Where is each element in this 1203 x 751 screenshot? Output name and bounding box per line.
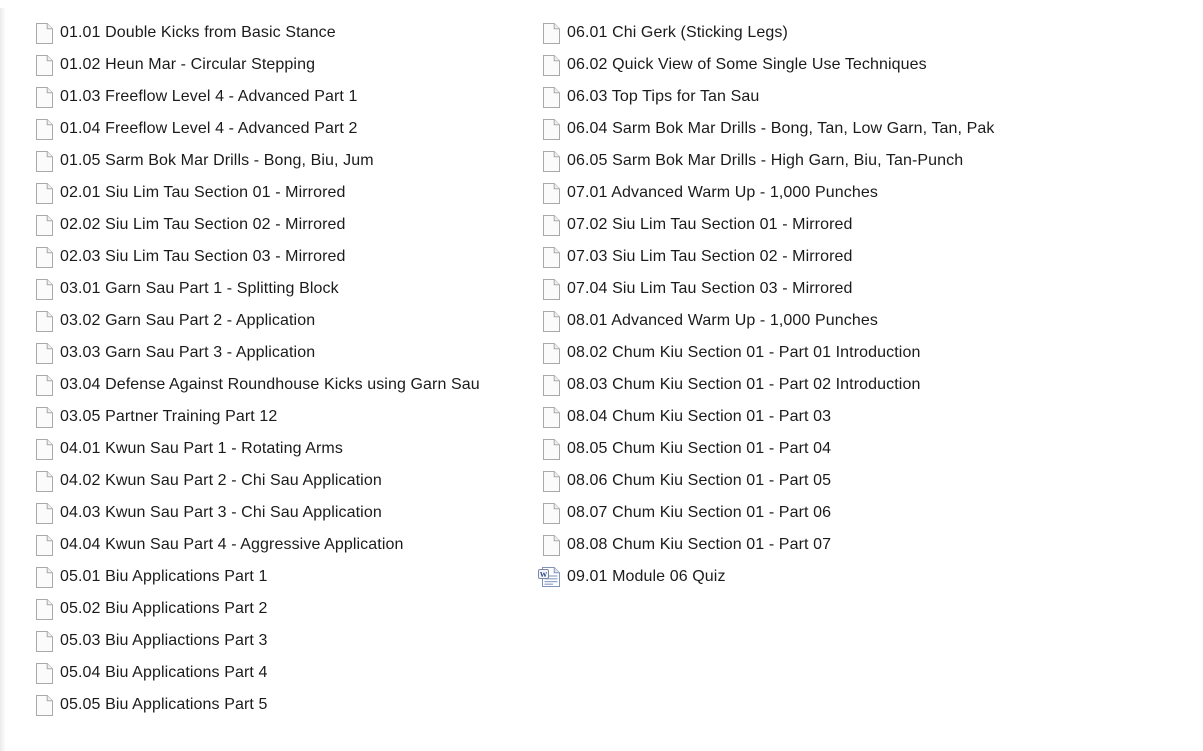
blank-file-icon — [36, 439, 53, 460]
file-item-label: 04.04 Kwun Sau Part 4 - Aggressive Application — [60, 536, 404, 553]
file-item[interactable] — [36, 305, 480, 337]
blank-file-icon — [36, 23, 53, 44]
file-item[interactable] — [36, 241, 480, 273]
file-item[interactable] — [543, 401, 995, 433]
file-item-label: 09.01 Module 06 Quiz — [567, 568, 726, 585]
file-item-label: 08.01 Advanced Warm Up - 1,000 Punches — [567, 312, 878, 329]
word-doc-icon — [538, 567, 560, 587]
blank-file-icon — [543, 439, 560, 460]
blank-file-icon — [543, 375, 560, 396]
file-item-label: 08.03 Chum Kiu Section 01 - Part 02 Introduction — [567, 376, 921, 393]
file-item[interactable] — [543, 497, 995, 529]
file-item-label: 05.05 Biu Applications Part 5 — [60, 696, 268, 713]
file-item-label: 06.03 Top Tips for Tan Sau — [567, 88, 760, 105]
file-item[interactable] — [543, 305, 995, 337]
blank-file-icon — [36, 247, 53, 268]
blank-file-icon — [36, 279, 53, 300]
file-item[interactable] — [36, 209, 480, 241]
blank-file-icon — [543, 23, 560, 44]
blank-file-icon — [543, 279, 560, 300]
blank-file-icon — [543, 151, 560, 172]
file-item-label: 01.04 Freeflow Level 4 - Advanced Part 2 — [60, 120, 358, 137]
file-item[interactable] — [543, 433, 995, 465]
blank-file-icon — [36, 599, 53, 620]
file-item-label: 08.04 Chum Kiu Section 01 - Part 03 — [567, 408, 832, 425]
blank-file-icon — [543, 215, 560, 236]
blank-file-icon — [36, 631, 53, 652]
file-item-label: 01.01 Double Kicks from Basic Stance — [60, 24, 336, 41]
file-item[interactable] — [543, 209, 995, 241]
blank-file-icon — [543, 55, 560, 76]
file-item-label: 08.08 Chum Kiu Section 01 - Part 07 — [567, 536, 832, 553]
file-item[interactable] — [36, 465, 480, 497]
file-item-label: 01.02 Heun Mar - Circular Stepping — [60, 56, 316, 73]
file-item[interactable] — [36, 561, 480, 593]
file-item-label: 04.01 Kwun Sau Part 1 - Rotating Arms — [60, 440, 343, 457]
blank-file-icon — [36, 663, 53, 684]
file-item[interactable] — [543, 529, 995, 561]
file-list-column-2 — [539, 17, 995, 593]
file-item-label: 07.02 Siu Lim Tau Section 01 - Mirrored — [567, 216, 853, 233]
blank-file-icon — [36, 695, 53, 716]
blank-file-icon — [36, 55, 53, 76]
file-item-label: 03.02 Garn Sau Part 2 - Application — [60, 312, 316, 329]
file-item-label: 04.03 Kwun Sau Part 3 - Chi Sau Application — [60, 504, 382, 521]
file-item[interactable] — [543, 337, 995, 369]
file-item[interactable] — [36, 369, 480, 401]
file-item-label: 05.04 Biu Applications Part 4 — [60, 664, 268, 681]
file-item[interactable] — [36, 337, 480, 369]
file-item-label: 06.05 Sarm Bok Mar Drills - High Garn, Biu, Tan-Punch — [567, 152, 964, 169]
file-item[interactable] — [36, 593, 480, 625]
file-item[interactable] — [36, 401, 480, 433]
file-item-label: 05.01 Biu Applications Part 1 — [60, 568, 268, 585]
blank-file-icon — [36, 119, 53, 140]
file-item-label: 02.02 Siu Lim Tau Section 02 - Mirrored — [60, 216, 346, 233]
blank-file-icon — [36, 215, 53, 236]
file-item-label: 06.01 Chi Gerk (Sticking Legs) — [567, 24, 788, 41]
file-item[interactable] — [543, 81, 995, 113]
blank-file-icon — [36, 343, 53, 364]
blank-file-icon — [36, 471, 53, 492]
file-item[interactable] — [36, 177, 480, 209]
file-item[interactable] — [543, 113, 995, 145]
blank-file-icon — [543, 311, 560, 332]
file-item[interactable] — [543, 177, 995, 209]
file-item-label: 07.01 Advanced Warm Up - 1,000 Punches — [567, 184, 878, 201]
file-item-label: 06.04 Sarm Bok Mar Drills - Bong, Tan, Low Garn, Tan, Pak — [567, 120, 995, 137]
file-item[interactable] — [36, 49, 480, 81]
blank-file-icon — [543, 535, 560, 556]
file-item[interactable] — [36, 497, 480, 529]
file-item[interactable] — [36, 273, 480, 305]
file-item-label: 06.02 Quick View of Some Single Use Techniques — [567, 56, 927, 73]
blank-file-icon — [36, 567, 53, 588]
blank-file-icon — [36, 311, 53, 332]
file-item-label: 03.03 Garn Sau Part 3 - Application — [60, 344, 316, 361]
file-item-label: 05.03 Biu Appliactions Part 3 — [60, 632, 268, 649]
file-item[interactable] — [36, 145, 480, 177]
file-item[interactable] — [36, 657, 480, 689]
file-item-label: 08.05 Chum Kiu Section 01 - Part 04 — [567, 440, 832, 457]
blank-file-icon — [543, 407, 560, 428]
file-item-label: 01.05 Sarm Bok Mar Drills - Bong, Biu, Jum — [60, 152, 374, 169]
file-item[interactable] — [36, 81, 480, 113]
file-list-column-1 — [36, 17, 480, 721]
file-item[interactable] — [543, 49, 995, 81]
blank-file-icon — [543, 247, 560, 268]
blank-file-icon — [36, 183, 53, 204]
blank-file-icon — [36, 535, 53, 556]
blank-file-icon — [36, 375, 53, 396]
blank-file-icon — [36, 407, 53, 428]
file-item[interactable] — [36, 17, 480, 49]
svg-text:W: W — [539, 569, 548, 579]
file-item-label: 07.04 Siu Lim Tau Section 03 - Mirrored — [567, 280, 853, 297]
file-item[interactable] — [36, 433, 480, 465]
file-item-label: 08.06 Chum Kiu Section 01 - Part 05 — [567, 472, 832, 489]
blank-file-icon — [36, 151, 53, 172]
file-item[interactable] — [543, 273, 995, 305]
blank-file-icon — [36, 503, 53, 524]
file-item-label: 02.03 Siu Lim Tau Section 03 - Mirrored — [60, 248, 346, 265]
file-item-label: 01.03 Freeflow Level 4 - Advanced Part 1 — [60, 88, 358, 105]
file-item[interactable] — [543, 465, 995, 497]
file-item-label: 03.01 Garn Sau Part 1 - Splitting Block — [60, 280, 339, 297]
blank-file-icon — [543, 343, 560, 364]
file-item-label: 03.04 Defense Against Roundhouse Kicks using Garn Sau — [60, 376, 480, 393]
file-item-label: 04.02 Kwun Sau Part 2 - Chi Sau Application — [60, 472, 382, 489]
file-item[interactable] — [543, 145, 995, 177]
blank-file-icon — [543, 87, 560, 108]
file-item-label: 03.05 Partner Training Part 12 — [60, 408, 278, 425]
file-item[interactable] — [543, 17, 995, 49]
file-item[interactable] — [539, 561, 995, 593]
file-item[interactable] — [543, 369, 995, 401]
file-item-label: 05.02 Biu Applications Part 2 — [60, 600, 268, 617]
file-item[interactable] — [543, 241, 995, 273]
file-item[interactable] — [36, 113, 480, 145]
blank-file-icon — [543, 119, 560, 140]
left-edge-shadow — [0, 8, 6, 751]
file-item[interactable] — [36, 689, 480, 721]
blank-file-icon — [543, 183, 560, 204]
file-item-label: 08.07 Chum Kiu Section 01 - Part 06 — [567, 504, 832, 521]
file-item-label: 07.03 Siu Lim Tau Section 02 - Mirrored — [567, 248, 853, 265]
file-item-label: 02.01 Siu Lim Tau Section 01 - Mirrored — [60, 184, 346, 201]
file-item[interactable] — [36, 529, 480, 561]
blank-file-icon — [36, 87, 53, 108]
blank-file-icon — [543, 471, 560, 492]
blank-file-icon — [543, 503, 560, 524]
file-item[interactable] — [36, 625, 480, 657]
file-item-label: 08.02 Chum Kiu Section 01 - Part 01 Introduction — [567, 344, 921, 361]
